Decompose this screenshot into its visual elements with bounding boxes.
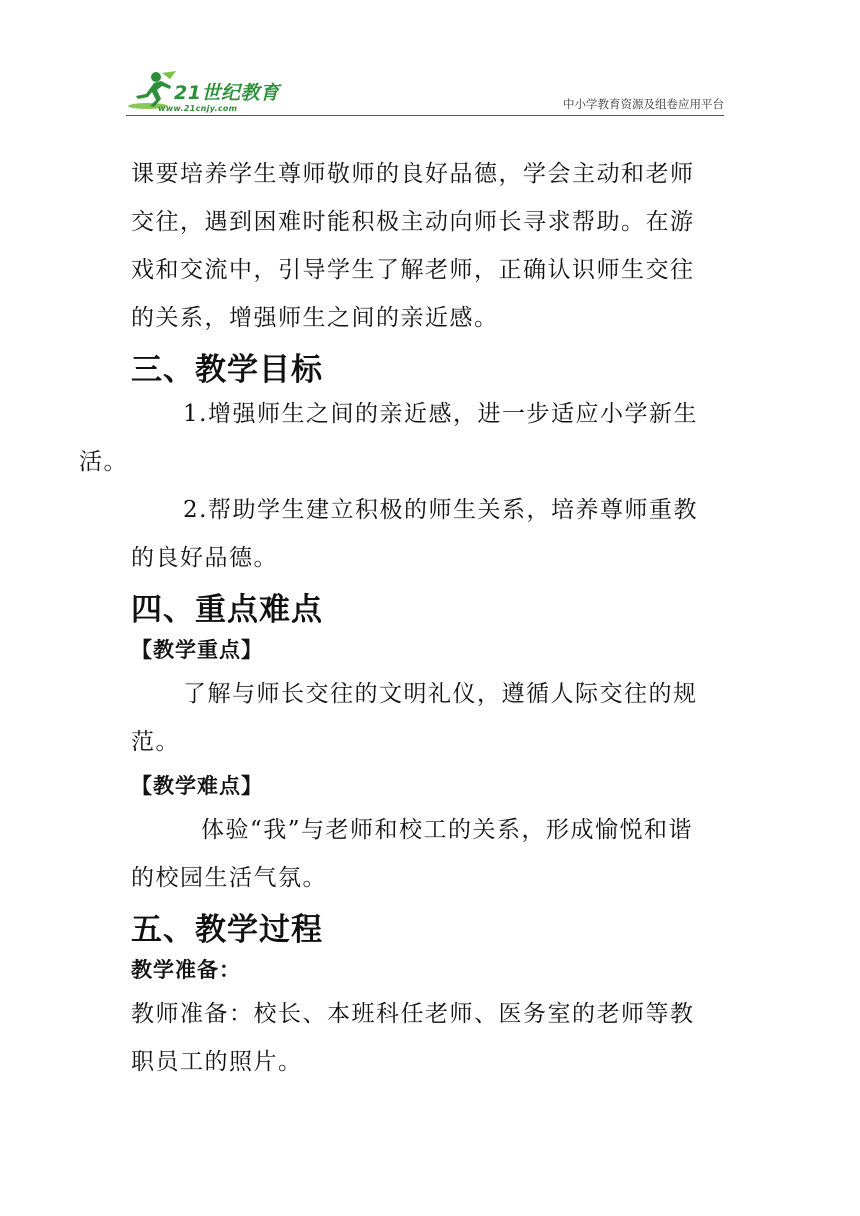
header-tagline: 中小学教育资源及组卷应用平台 xyxy=(563,97,724,111)
prep-line-1: 教师准备：校长、本班科任老师、医务室的老师等教 xyxy=(131,1001,695,1027)
goal-1-line-2: 活。 xyxy=(79,449,128,475)
section-5-heading: 五、教学过程 xyxy=(131,912,323,948)
key-point-line-1: 了解与师长交往的文明礼仪，遵循人际交往的规 xyxy=(183,681,698,707)
key-point-label: 【教学重点】 xyxy=(131,638,263,662)
section-4-heading: 四、重点难点 xyxy=(131,592,323,628)
goal-1-line-1: 1.增强师生之间的亲近感，进一步适应小学新生 xyxy=(183,401,698,427)
goal-1 xyxy=(79,390,731,486)
prep-label: 教学准备： xyxy=(131,958,241,982)
header-divider xyxy=(126,115,724,116)
logo-url-text: www.21cnjy.com xyxy=(158,104,238,113)
prep-line-2: 职员工的照片。 xyxy=(131,1049,303,1075)
difficult-point-text xyxy=(131,806,731,902)
difficult-point-label: 【教学难点】 xyxy=(131,774,263,798)
goal-2-line-1: 2.帮助学生建立积极的师生关系，培养尊师重教 xyxy=(183,497,698,523)
intro-line-3: 戏和交流中，引导学生了解老师，正确认识师生交往 xyxy=(131,257,695,283)
difficult-line-1: 体验“我”与老师和校工的关系，形成愉悦和谐 xyxy=(201,817,694,843)
key-point-line-2: 范。 xyxy=(131,729,180,755)
key-point-text xyxy=(131,670,731,766)
intro-line-1: 课要培养学生尊师敬师的良好品德，学会主动和老师 xyxy=(131,161,695,187)
intro-line-2: 交往，遇到困难时能积极主动向师长寻求帮助。在游 xyxy=(131,209,695,235)
document-body xyxy=(79,150,731,1086)
page-header xyxy=(126,66,724,116)
section-3-heading: 三、教学目标 xyxy=(131,352,323,388)
logo-brand-text: 21世纪教育 xyxy=(174,82,280,104)
logo xyxy=(126,70,296,114)
goal-2 xyxy=(131,486,731,582)
goal-2-line-2: 的良好品德。 xyxy=(131,545,278,571)
difficult-line-2: 的校园生活气氛。 xyxy=(131,865,327,891)
prep-text xyxy=(131,990,731,1086)
intro-line-4: 的关系，增强师生之间的亲近感。 xyxy=(131,305,499,331)
intro-paragraph xyxy=(131,150,731,342)
